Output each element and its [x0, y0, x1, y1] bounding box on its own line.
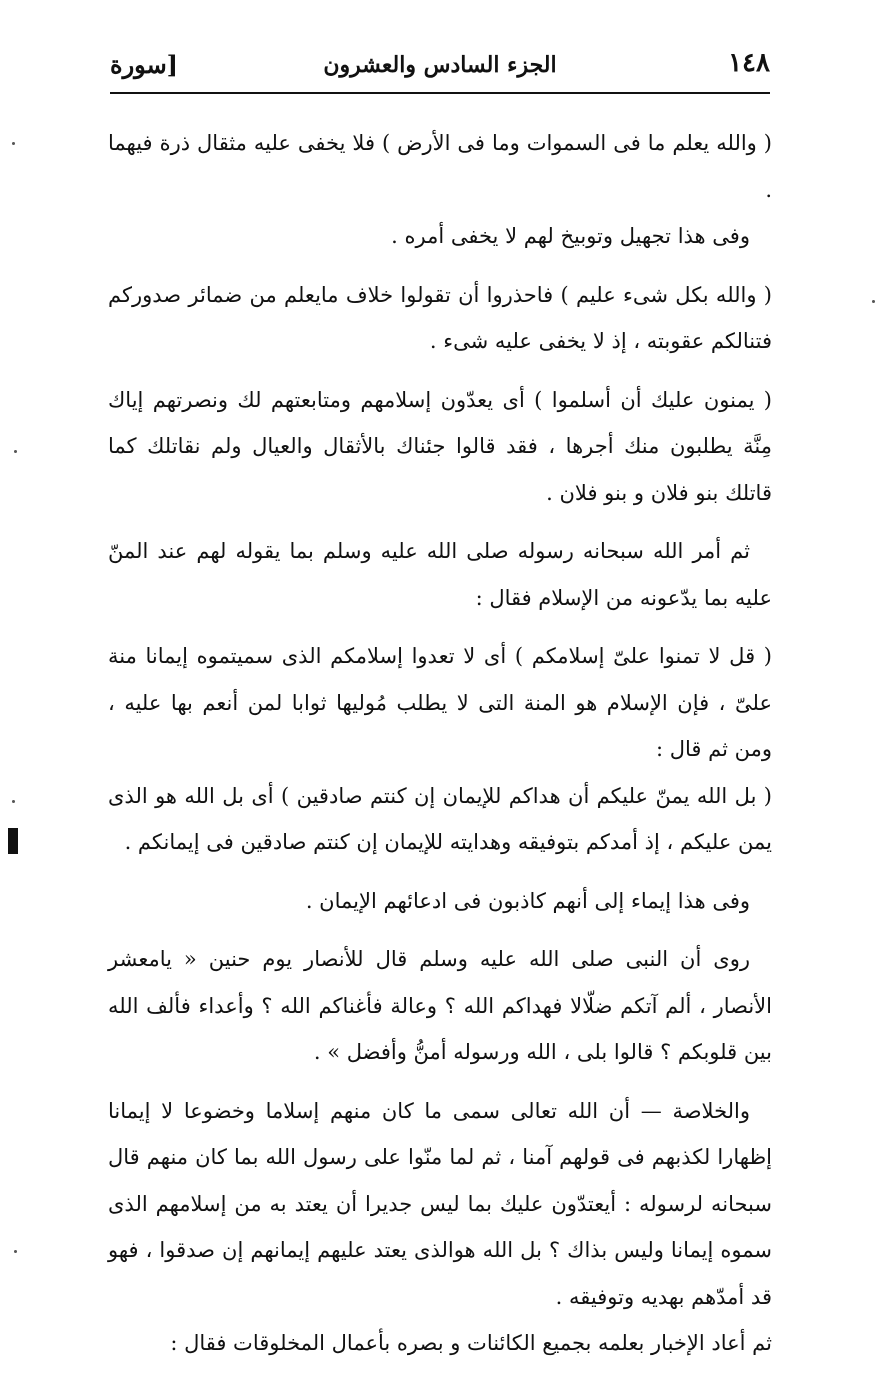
page-number: ١٤٨: [728, 48, 770, 78]
header-divider: [110, 92, 770, 94]
running-title: الجزء السادس والعشرون: [323, 52, 557, 78]
paragraph: روى أن النبى صلى الله عليه وسلم قال للأنصار يوم حنين « يامعشر الأنصار ، ألم آتكم ضلّالا فهداكم الله ؟ وعالة فأغناكم الله ؟ وأعداء فألف الله بين قلوبكم ؟ قالوا بلى ، الله ورسوله أمنُّ وأفضل » .: [108, 947, 772, 1064]
paragraph: ( بل الله يمنّ عليكم أن هداكم للإيمان إن كنتم صادقين ) أى بل الله هو الذى يمن عليكم ، إذ أمدكم بتوفيقه وهدايته للإيمان إن كنتم صادقين فى إيمانكم .: [108, 783, 772, 854]
scan-artifact-dot: [12, 800, 15, 803]
scan-artifact-dot: [12, 142, 15, 145]
paragraph: ( قل لا تمنوا علىّ إسلامكم ) أى لا تعدوا إسلامكم الذى سميتموه إيمانا منة علىّ ، فإن الإسلام هو المنة التى لا يطلب مُوليها ثوابا لمن أنعم بها عليه ، ومن ثم قال :: [108, 644, 772, 761]
paragraph: ( والله بكل شىء عليم ) فاحذروا أن تقولوا خلاف مايعلم من ضمائر صدوركم فتنالكم عقوبته ، إذ لا يخفى عليه شىء .: [108, 282, 772, 353]
scan-artifact-dot: [14, 1250, 17, 1253]
scan-artifact-mark: [8, 828, 18, 854]
paragraph: وفى هذا تجهيل وتوبيخ لهم لا يخفى أمره .: [391, 224, 750, 248]
paragraph: ( والله يعلم ما فى السموات وما فى الأرض ) فلا يخفى عليه مثقال ذرة فيهما .: [108, 131, 772, 202]
paragraph: ثم أعاد الإخبار بعلمه بجميع الكائنات و بصره بأعمال المخلوقات فقال :: [170, 1331, 772, 1355]
paragraph: ثم أمر الله سبحانه رسوله صلى الله عليه وسلم بما يقوله لهم عند المنّ عليه بما يدّعونه من الإسلام فقال :: [108, 539, 772, 610]
paragraph: وفى هذا إيماء إلى أنهم كاذبون فى ادعائهم الإيمان .: [305, 888, 750, 913]
scan-artifact-dot: [14, 450, 17, 453]
paragraph: ( يمنون عليك أن أسلموا ) أى يعدّون إسلامهم ومتابعتهم لك ونصرتهم إياك مِنَّة يطلبون منك أجرها ، فقد قالوا جئناك بالأثقال والعيال ولم نقاتلك كما قاتلك بنو فلان و بنو فلان .: [108, 387, 772, 505]
page-body: [108, 120, 772, 1379]
scan-artifact-dot: [872, 300, 875, 303]
surah-label: [سورة: [110, 50, 179, 79]
paragraph: والخلاصة — أن الله تعالى سمى ما كان منهم إسلاما وخضوعا لا إيمانا إظهارا لكذبهم فى قولهم آمنا ، ثم لما منّوا على رسول الله بما كان منهم قال سبحانه لرسوله : أيعتدّون عليك بما ليس جديرا أن يعتد به من إسلامهم الذى سموه إيمانا وليس بذاك ؟ بل الله هوالذى يعتد عليهم إيمانهم إن صدقوا ، فهو قد أمدّهم بهديه وتوفيقه .: [108, 1098, 772, 1309]
page-header: [110, 46, 770, 90]
